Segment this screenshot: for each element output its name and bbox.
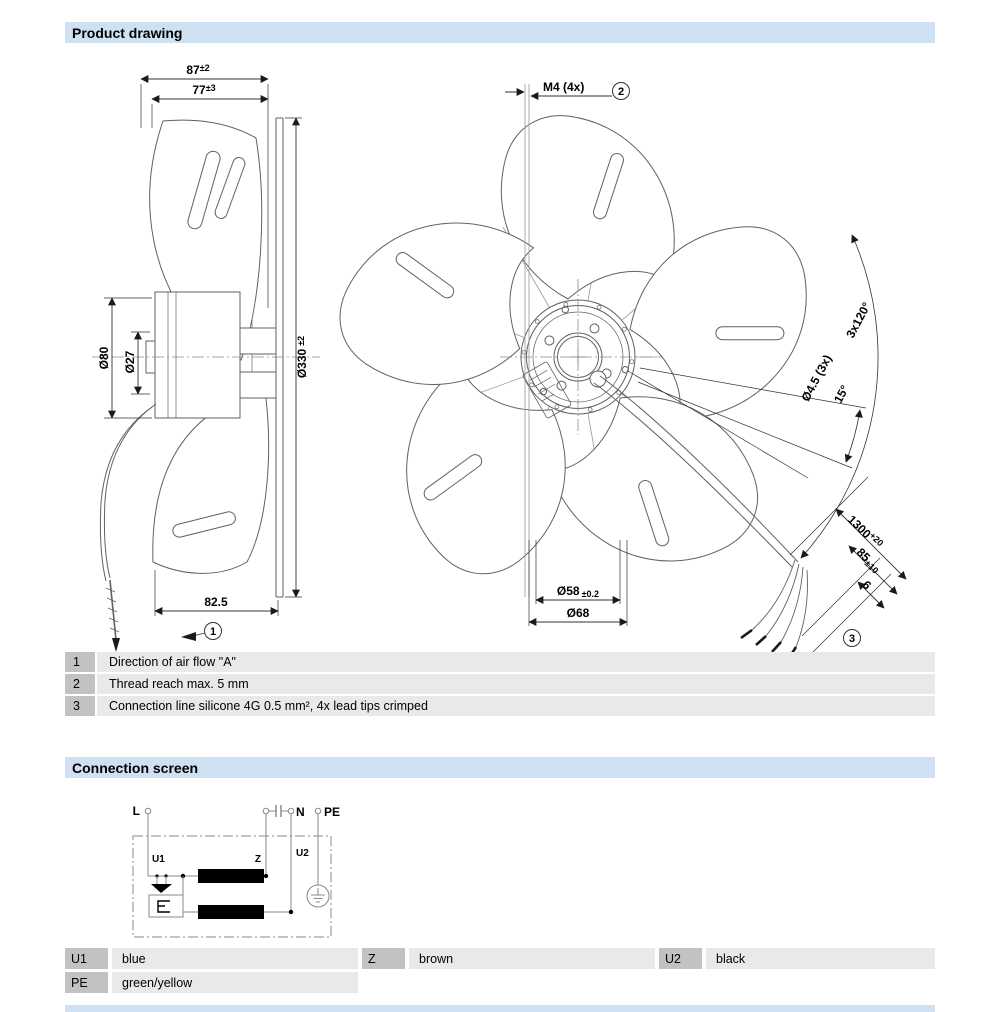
wire-color-row-2 [65, 972, 935, 993]
wire-PE-color: green/yellow [112, 972, 358, 993]
connection-screen-header [65, 757, 935, 778]
note-3-text: Connection line silicone 4G 0.5 mm², 4x lead tips crimped [97, 696, 935, 716]
note-row-3 [65, 696, 935, 716]
earth-ground-icon [307, 885, 329, 907]
callout-2-number: 2 [617, 86, 625, 98]
dim-58-label: Ø58 ±0.2 [556, 584, 600, 599]
next-section-bar [65, 1005, 935, 1012]
main-winding [198, 869, 264, 883]
product-drawing-svg [0, 44, 1000, 652]
callout-3-number: 3 [848, 633, 856, 645]
wire-U2-color: black [706, 948, 935, 969]
wire-U2-label: U2 [659, 948, 702, 969]
aux-winding [198, 905, 264, 919]
callout-1-number: 1 [209, 626, 217, 638]
terminal-L-label: L [132, 804, 140, 818]
note-row-2 [65, 674, 935, 694]
front-view [325, 84, 838, 652]
wire-color-row-1 [65, 948, 935, 969]
wiring-labels [133, 804, 340, 865]
dim-77-label: $77^{\pm 3}$ [192, 83, 216, 97]
dim-27-label: Ø27 [123, 350, 137, 374]
side-view [92, 118, 320, 652]
dim-15-label: 15° [831, 382, 852, 406]
wire-Z-label: Z [362, 948, 405, 969]
note-1-number: 1 [65, 652, 95, 672]
dim-85-label: 85±10 [853, 545, 881, 576]
wire-PE-label: PE [65, 972, 108, 993]
winding-U1-label: U1 [152, 854, 165, 865]
connection-diagram-svg [0, 785, 1000, 950]
winding-Z-label: Z [254, 854, 261, 865]
note-row-1 [65, 652, 935, 672]
dim-45-label: Ø4.5 (3x) [798, 352, 835, 404]
note-3-number: 3 [65, 696, 95, 716]
dim-80-label: Ø80 [97, 346, 111, 370]
thermal-protector [149, 876, 183, 917]
dim-87-label: $87^{\pm 2}$ [186, 63, 210, 77]
drawing-notes-table [65, 652, 935, 718]
terminal-PE-label: PE [324, 805, 341, 819]
connection-screen-title: Connection screen [72, 759, 199, 776]
note-2-number: 2 [65, 674, 95, 694]
note-1-text: Direction of air flow "A" [97, 652, 935, 672]
dim-6-label: 6 [859, 577, 875, 593]
dim-3x120-label: 3x120° [843, 299, 874, 341]
dim-825-label: 82.5 [204, 595, 228, 609]
dim-m4-label: M4 (4x) [543, 80, 585, 94]
wire-Z-color: brown [409, 948, 655, 969]
dim-68-label: Ø68 [566, 606, 590, 620]
terminal-N-label: N [296, 805, 305, 819]
product-drawing-title: Product drawing [72, 24, 183, 41]
wire-U1-label: U1 [65, 948, 108, 969]
winding-U2-label: U2 [296, 848, 309, 859]
product-drawing-header [65, 22, 935, 43]
wire-U1-color: blue [112, 948, 358, 969]
wire-color-table [65, 948, 935, 996]
dim-1300-label: $1300^{+20}$ [844, 512, 886, 549]
wiring-diagram [133, 805, 331, 937]
note-2-text: Thread reach max. 5 mm [97, 674, 935, 694]
dim-330-label: Ø330±2 [295, 335, 309, 379]
